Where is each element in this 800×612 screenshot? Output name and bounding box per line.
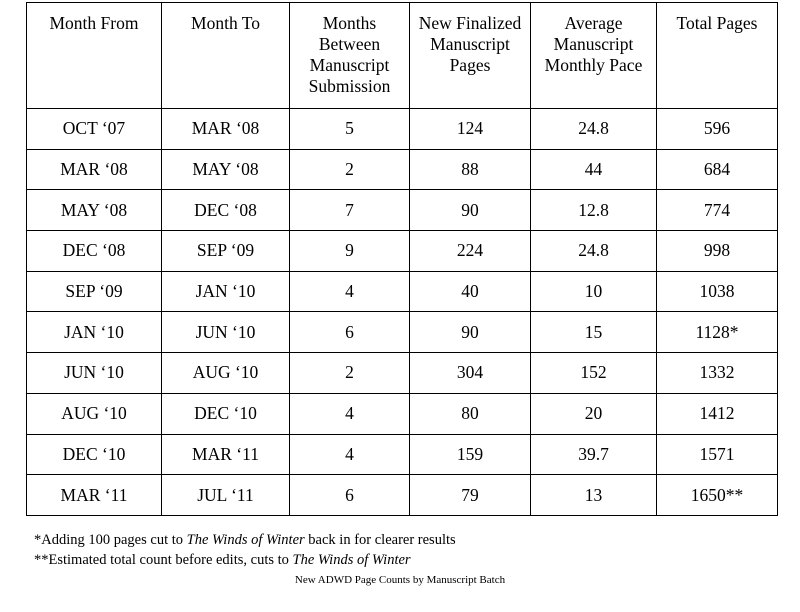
- cell-months-between: 6: [290, 312, 410, 353]
- cell-month-to: SEP ‘09: [162, 231, 290, 272]
- cell-total-pages: 998: [657, 231, 778, 272]
- cell-monthly-pace: 44: [531, 149, 657, 190]
- cell-month-from: DEC ‘08: [27, 231, 162, 272]
- table-row: [27, 475, 778, 516]
- cell-month-from: DEC ‘10: [27, 434, 162, 475]
- cell-month-from: JUN ‘10: [27, 353, 162, 394]
- book-title: The Winds of Winter: [292, 552, 411, 568]
- header-row: [27, 3, 778, 109]
- cell-monthly-pace: 15: [531, 312, 657, 353]
- header-new-pages: New Finalized Manuscript Pages: [410, 3, 531, 109]
- cell-total-pages: 684: [657, 149, 778, 190]
- cell-month-to: JAN ‘10: [162, 271, 290, 312]
- cell-months-between: 5: [290, 109, 410, 150]
- cell-month-from: SEP ‘09: [27, 271, 162, 312]
- cell-months-between: 2: [290, 353, 410, 394]
- cell-new-pages: 40: [410, 271, 531, 312]
- cell-month-to: JUL ‘11: [162, 475, 290, 516]
- header-total-pages: Total Pages: [657, 3, 778, 109]
- manuscript-batch-table: [26, 2, 778, 516]
- cell-month-from: OCT ‘07: [27, 109, 162, 150]
- header-months-between: Months Between Manuscript Submission: [290, 3, 410, 109]
- cell-total-pages: 774: [657, 190, 778, 231]
- cell-monthly-pace: 13: [531, 475, 657, 516]
- cell-months-between: 7: [290, 190, 410, 231]
- table-row: [27, 312, 778, 353]
- header-month-to: Month To: [162, 3, 290, 109]
- cell-new-pages: 88: [410, 149, 531, 190]
- cell-month-to: MAR ‘08: [162, 109, 290, 150]
- header-month-from: Month From: [27, 3, 162, 109]
- cell-new-pages: 304: [410, 353, 531, 394]
- cell-month-to: DEC ‘08: [162, 190, 290, 231]
- cell-total-pages: 1332: [657, 353, 778, 394]
- cell-months-between: 4: [290, 393, 410, 434]
- cell-new-pages: 80: [410, 393, 531, 434]
- cell-month-to: MAY ‘08: [162, 149, 290, 190]
- footnote-1: *Adding 100 pages cut to The Winds of Winter back in for clearer results: [34, 532, 456, 548]
- table-caption: New ADWD Page Counts by Manuscript Batch: [294, 574, 506, 586]
- book-title: The Winds of Winter: [186, 532, 305, 548]
- cell-monthly-pace: 24.8: [531, 231, 657, 272]
- table-row: [27, 353, 778, 394]
- table-row: [27, 434, 778, 475]
- cell-month-from: MAY ‘08: [27, 190, 162, 231]
- cell-new-pages: 124: [410, 109, 531, 150]
- header-monthly-pace: Average Manuscript Monthly Pace: [531, 3, 657, 109]
- cell-months-between: 2: [290, 149, 410, 190]
- cell-month-from: MAR ‘11: [27, 475, 162, 516]
- cell-months-between: 6: [290, 475, 410, 516]
- table-row: [27, 109, 778, 150]
- cell-month-to: JUN ‘10: [162, 312, 290, 353]
- cell-month-from: JAN ‘10: [27, 312, 162, 353]
- table-row: [27, 149, 778, 190]
- cell-month-to: AUG ‘10: [162, 353, 290, 394]
- cell-month-from: MAR ‘08: [27, 149, 162, 190]
- cell-month-to: MAR ‘11: [162, 434, 290, 475]
- table-row: [27, 231, 778, 272]
- cell-month-to: DEC ‘10: [162, 393, 290, 434]
- table-body: [27, 109, 778, 516]
- cell-months-between: 4: [290, 434, 410, 475]
- cell-new-pages: 159: [410, 434, 531, 475]
- cell-new-pages: 90: [410, 190, 531, 231]
- cell-monthly-pace: 10: [531, 271, 657, 312]
- table-row: [27, 271, 778, 312]
- cell-monthly-pace: 152: [531, 353, 657, 394]
- table-row: [27, 393, 778, 434]
- cell-new-pages: 79: [410, 475, 531, 516]
- cell-monthly-pace: 12.8: [531, 190, 657, 231]
- footnotes: [34, 530, 456, 570]
- cell-month-from: AUG ‘10: [27, 393, 162, 434]
- cell-months-between: 9: [290, 231, 410, 272]
- cell-total-pages: 596: [657, 109, 778, 150]
- cell-new-pages: 90: [410, 312, 531, 353]
- table-row: [27, 190, 778, 231]
- cell-monthly-pace: 39.7: [531, 434, 657, 475]
- cell-months-between: 4: [290, 271, 410, 312]
- cell-total-pages: 1650**: [657, 475, 778, 516]
- cell-total-pages: 1571: [657, 434, 778, 475]
- cell-monthly-pace: 20: [531, 393, 657, 434]
- cell-total-pages: 1412: [657, 393, 778, 434]
- cell-new-pages: 224: [410, 231, 531, 272]
- cell-monthly-pace: 24.8: [531, 109, 657, 150]
- footnote-2: **Estimated total count before edits, cuts to The Winds of Winter: [34, 552, 411, 568]
- cell-total-pages: 1128*: [657, 312, 778, 353]
- cell-total-pages: 1038: [657, 271, 778, 312]
